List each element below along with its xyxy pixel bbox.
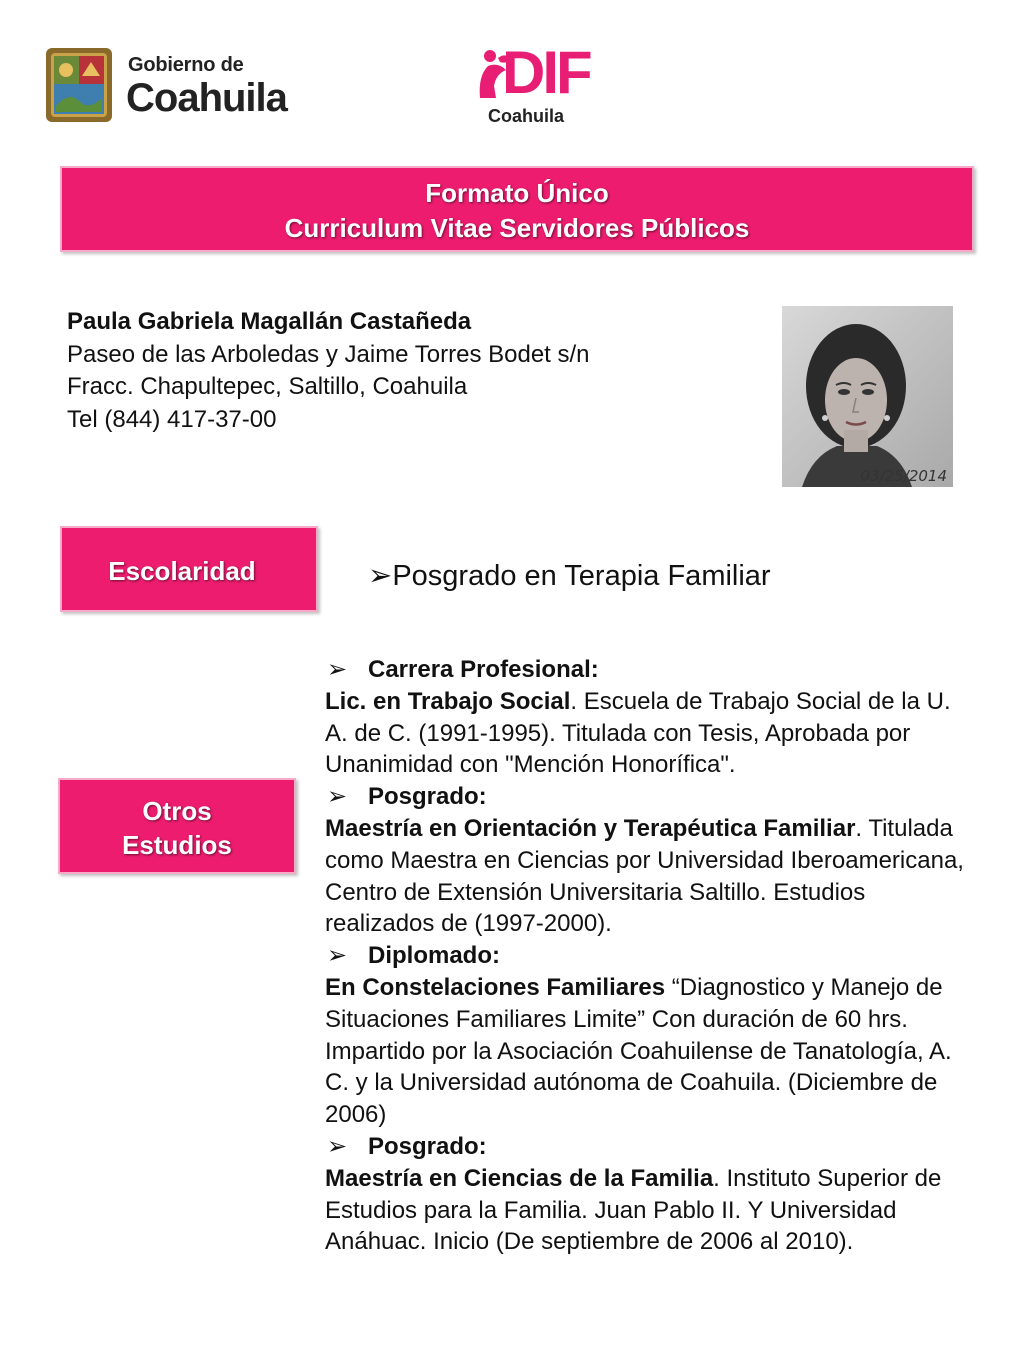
estudios-label: Estudios (122, 830, 232, 860)
coahuila-text: Coahuila (126, 76, 287, 120)
otros-estudios-banner (58, 778, 296, 874)
address-line-2: Fracc. Chapultepec, Saltillo, Coahuila (67, 373, 468, 400)
dif-coahuila-text: Coahuila (488, 106, 565, 126)
entry-heading: ➢ Diplomado: (325, 940, 965, 972)
gobierno-coahuila-logo (44, 46, 304, 126)
gobierno-de-text: Gobierno de (128, 54, 244, 76)
otros-label: Otros (142, 796, 212, 826)
header-title: Formato Único (425, 178, 609, 208)
escolaridad-item (368, 558, 771, 593)
coat-of-arms-icon (44, 46, 114, 124)
photo-date-stamp: 03/25/2014 (860, 467, 947, 485)
entry-body: Maestría en Orientación y Terapéutica Familiar. Titulada como Maestra en Ciencias por Universidad Iberoamericana, Centro de Extensión Universitaria Saltillo. Estudios realizados de (1997-2000). (325, 814, 964, 938)
dif-text: DIF (502, 39, 590, 106)
phone: Tel (844) 417-37-00 (67, 405, 277, 433)
entry-heading: ➢ Posgrado: (325, 781, 965, 813)
arrow-bullet-icon: ➢ (327, 783, 348, 811)
entry-body: Lic. en Trabajo Social. Escuela de Trabajo Social de la U. A. de C. (1991-1995). Titulada con Tesis, Aprobada por Unanimidad con "Mención Honorífica". (325, 687, 951, 779)
entry-heading: ➢ Posgrado: (325, 1131, 965, 1163)
header-banner (60, 166, 974, 252)
otros-estudios-list (325, 654, 965, 1258)
escolaridad-label: Escolaridad (108, 556, 256, 586)
entry-body: En Constelaciones Familiares “Diagnostico y Manejo de Situaciones Familiares Limite” Con duración de 60 hrs. Impartido por la Asociación Coahuilense de Tanatología, A. C. y la Universidad autónoma de Coahuila. (Diciembre de 2006) (325, 973, 952, 1129)
list-item (325, 1131, 965, 1258)
arrow-bullet-icon: ➢ (327, 942, 348, 970)
arrow-bullet-icon: ➢ (327, 1132, 348, 1160)
arrow-bullet-icon: ➢ (327, 656, 348, 683)
list-item (325, 781, 965, 940)
portrait-icon (782, 306, 953, 487)
escolaridad-text: Posgrado en Terapia Familiar (392, 560, 771, 592)
entry-body: Maestría en Ciencias de la Familia. Instituto Superior de Estudios para la Familia. Juan Pablo II. Y Universidad Anáhuac. Inicio (De septiembre de 2006 al 2010). (325, 1164, 942, 1256)
escolaridad-banner (60, 526, 318, 612)
person-name: Paula Gabriela Magallán Castañeda (67, 308, 472, 335)
dif-coahuila-logo (476, 39, 590, 134)
list-item (325, 654, 965, 781)
address-line-1: Paseo de las Arboledas y Jaime Torres Bodet s/n (67, 340, 590, 368)
list-item (325, 940, 965, 1131)
arrow-bullet-icon: ➢ (368, 560, 393, 592)
profile-photo (782, 306, 953, 487)
contact-info (67, 306, 747, 436)
entry-heading: ➢ Carrera Profesional: (325, 654, 965, 686)
header-subtitle: Curriculum Vitae Servidores Públicos (284, 213, 750, 243)
